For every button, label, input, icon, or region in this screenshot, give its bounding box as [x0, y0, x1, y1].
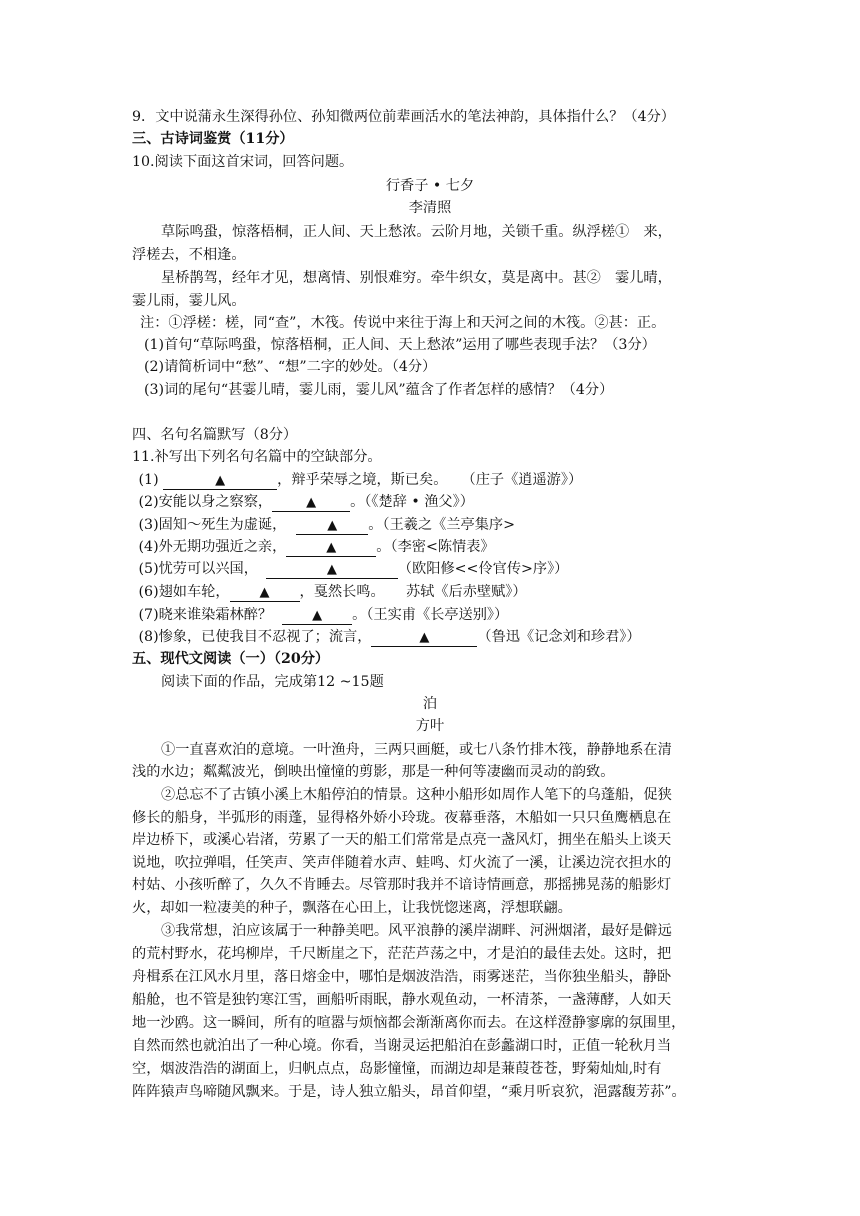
essay-line: 船舱，也不管是独钓寒江雪，画船听雨眠，静水观鱼动，一杯清茶，一盏薄酵，人如天 [132, 992, 672, 1008]
answer-blank[interactable] [282, 607, 352, 625]
fill-line-2: (2)安能以身之察察， ▲ 。（《楚辞 • 渔父》） [134, 494, 474, 510]
triangle-icon: ▲ [215, 473, 226, 488]
question-11: 11.补写出下列名句名篇中的空缺部分。 [132, 449, 382, 465]
triangle-icon: ▲ [306, 495, 317, 510]
poem-title: 行香子 • 七夕 [385, 178, 475, 194]
essay-line: ②总忘不了古镇小溪上木船停泊的情景。这种小船形如周作人笔下的乌蓬船，促狭 [161, 787, 672, 803]
fill-line-7: (7)晓来谁染霜林醉？ ▲ 。（王实甫《长亭送别》） [134, 607, 509, 623]
triangle-icon: ▲ [419, 630, 430, 645]
fill-line-1: (1) ▲ ，辩乎荣辱之境，斯已矣。 （庄子《逍遥游》） [134, 472, 583, 488]
essay-line: 自然而然也就泊出了一种心境。你看，当谢灵运把船泊在彭蠡湖口时，正值一轮秋月当 [132, 1038, 672, 1054]
poem-author: 李清照 [408, 200, 452, 216]
poem-question-2: (2)请简析词中“愁”、“想”二字的妙处。（4分） [144, 359, 437, 375]
answer-blank[interactable] [230, 584, 300, 602]
essay-line: 阵阵猿声鸟啼随风飘来。于是，诗人独立船头，昂首仰望，“乘月听哀狖，浥露馥芳荪”。 [132, 1084, 686, 1100]
triangle-icon: ▲ [326, 540, 337, 555]
poem-question-3: (3)词的尾句“甚霎儿晴，霎儿雨，霎儿风”蕴含了作者怎样的感情？（4分） [144, 382, 614, 398]
triangle-icon: ▲ [327, 518, 338, 533]
essay-line: 地一沙鸥。这一瞬间，所有的喧嚣与烦恼都会渐渐离你而去。在这样澄静寥廓的氛围里， [132, 1015, 686, 1031]
essay-line: 村姑、小孩听醉了，久久不肯睡去。尽管那时我并不谙诗情画意，那摇拂晃荡的船影灯 [132, 877, 672, 893]
section-3-heading: 三、古诗词鉴赏（11分） [132, 131, 294, 147]
fill-line-6: (6)翅如车轮， ▲ ，戛然长鸣。 苏轼《后赤壁赋》） [134, 584, 527, 600]
essay-line: 说地，吹拉弹唱，任笑声、笑声伴随着水声、蛙鸣、灯火流了一溪，让溪边浣衣担水的 [132, 855, 672, 871]
essay-line: 修长的船身，半弧形的雨蓬，显得格外娇小玲珑。夜幕垂落，木船如一只只鱼鹰栖息在 [132, 810, 672, 826]
fill-line-3: (3)固知～死生为虚诞， ▲ 。（王羲之《兰亭集序> [134, 517, 515, 533]
answer-blank[interactable] [163, 472, 277, 490]
fill-line-8: (8)惨象，已使我目不忍视了；流言， ▲ （鲁迅《记念刘和珍君》） [134, 629, 641, 645]
poem-line: 浮槎去，不相逢。 [132, 247, 246, 263]
answer-blank[interactable] [272, 494, 350, 512]
question-9: 9．文中说蒲永生深得孙位、孙知微两位前辈画活水的笔法神韵，具体指什么？（4分） [132, 109, 675, 125]
fill-line-4: (4)外无期功强近之亲， ▲ 。（李密<陈情表》 [134, 539, 495, 555]
poem-note: 注：①浮槎：槎，同“查”，木筏。传说中来往于海上和天河之间的木筏。②甚：正。 [140, 315, 666, 331]
essay-title: 泊 [422, 696, 438, 712]
essay-author: 方叶 [415, 718, 445, 734]
answer-blank[interactable] [296, 517, 368, 535]
essay-line: 空，烟波浩浩的湖面上，归帆点点，岛影憧憧，而湖边却是蒹葭苍苍，野菊灿灿,时有 [132, 1061, 662, 1077]
poem-line: 草际鸣蛩，惊落梧桐，正人间、天上愁浓。云阶月地，关锁千重。纵浮槎① 来， [161, 224, 672, 240]
reading-intro: 阅读下面的作品，完成第12 ~15题 [161, 674, 384, 690]
triangle-icon: ▲ [312, 608, 323, 623]
essay-line: 的荒村野水，花坞柳岸，千尺断崖之下，茫茫芦荡之中，才是泊的最佳去处。这时，把 [132, 946, 672, 962]
triangle-icon: ▲ [326, 562, 337, 577]
essay-line: 舟楫系在江风水月里，落日熔金中，哪怕是烟波浩浩，雨雾迷茫，当你独坐船头，静卧 [132, 969, 672, 985]
question-10: 10.阅读下面这首宋词，回答问题。 [132, 154, 354, 170]
section-4-heading: 四、名句名篇默写（8分） [132, 427, 298, 443]
essay-line: ③我常想，泊应该属于一种静美吧。风平浪静的溪岸湖畔、河洲烟渚，最好是僻远 [161, 923, 672, 939]
essay-line: 浅的水边；粼粼波光，倒映出憧憧的剪影，那是一种何等凄幽而灵动的韵致。 [132, 764, 615, 780]
essay-line: 火，却如一粒凄美的种子，飘落在心田上，让我恍惚迷离，浮想联翩。 [132, 900, 572, 916]
answer-blank[interactable] [371, 629, 477, 647]
essay-line: ①一直喜欢泊的意境。一叶渔舟，三两只画艇，或七八条竹排木筏，静静地系在清 [161, 742, 672, 758]
answer-blank[interactable] [266, 561, 398, 579]
essay-line: 岸边桥下，或溪心岩渚，劳累了一天的船工们常常是点亮一盏风灯，拥坐在船头上谈天 [132, 832, 672, 848]
section-5-heading: 五、现代文阅读（一）（20分） [132, 651, 330, 667]
fill-line-5: (5)忧劳可以兴国， ▲ （欧阳修<<伶官传>序》） [134, 561, 569, 577]
poem-line: 霎儿雨，霎儿风。 [132, 293, 246, 309]
triangle-icon: ▲ [259, 585, 270, 600]
poem-question-1: (1)首句“草际鸣蛩，惊落梧桐，正人间、天上愁浓”运用了哪些表现手法？（3分） [144, 337, 656, 353]
answer-blank[interactable] [286, 539, 376, 557]
poem-line: 星桥鹊驾，经年才见，想离情、别恨难穷。牵牛织女，莫是离中。甚② 霎儿晴， [161, 270, 672, 286]
